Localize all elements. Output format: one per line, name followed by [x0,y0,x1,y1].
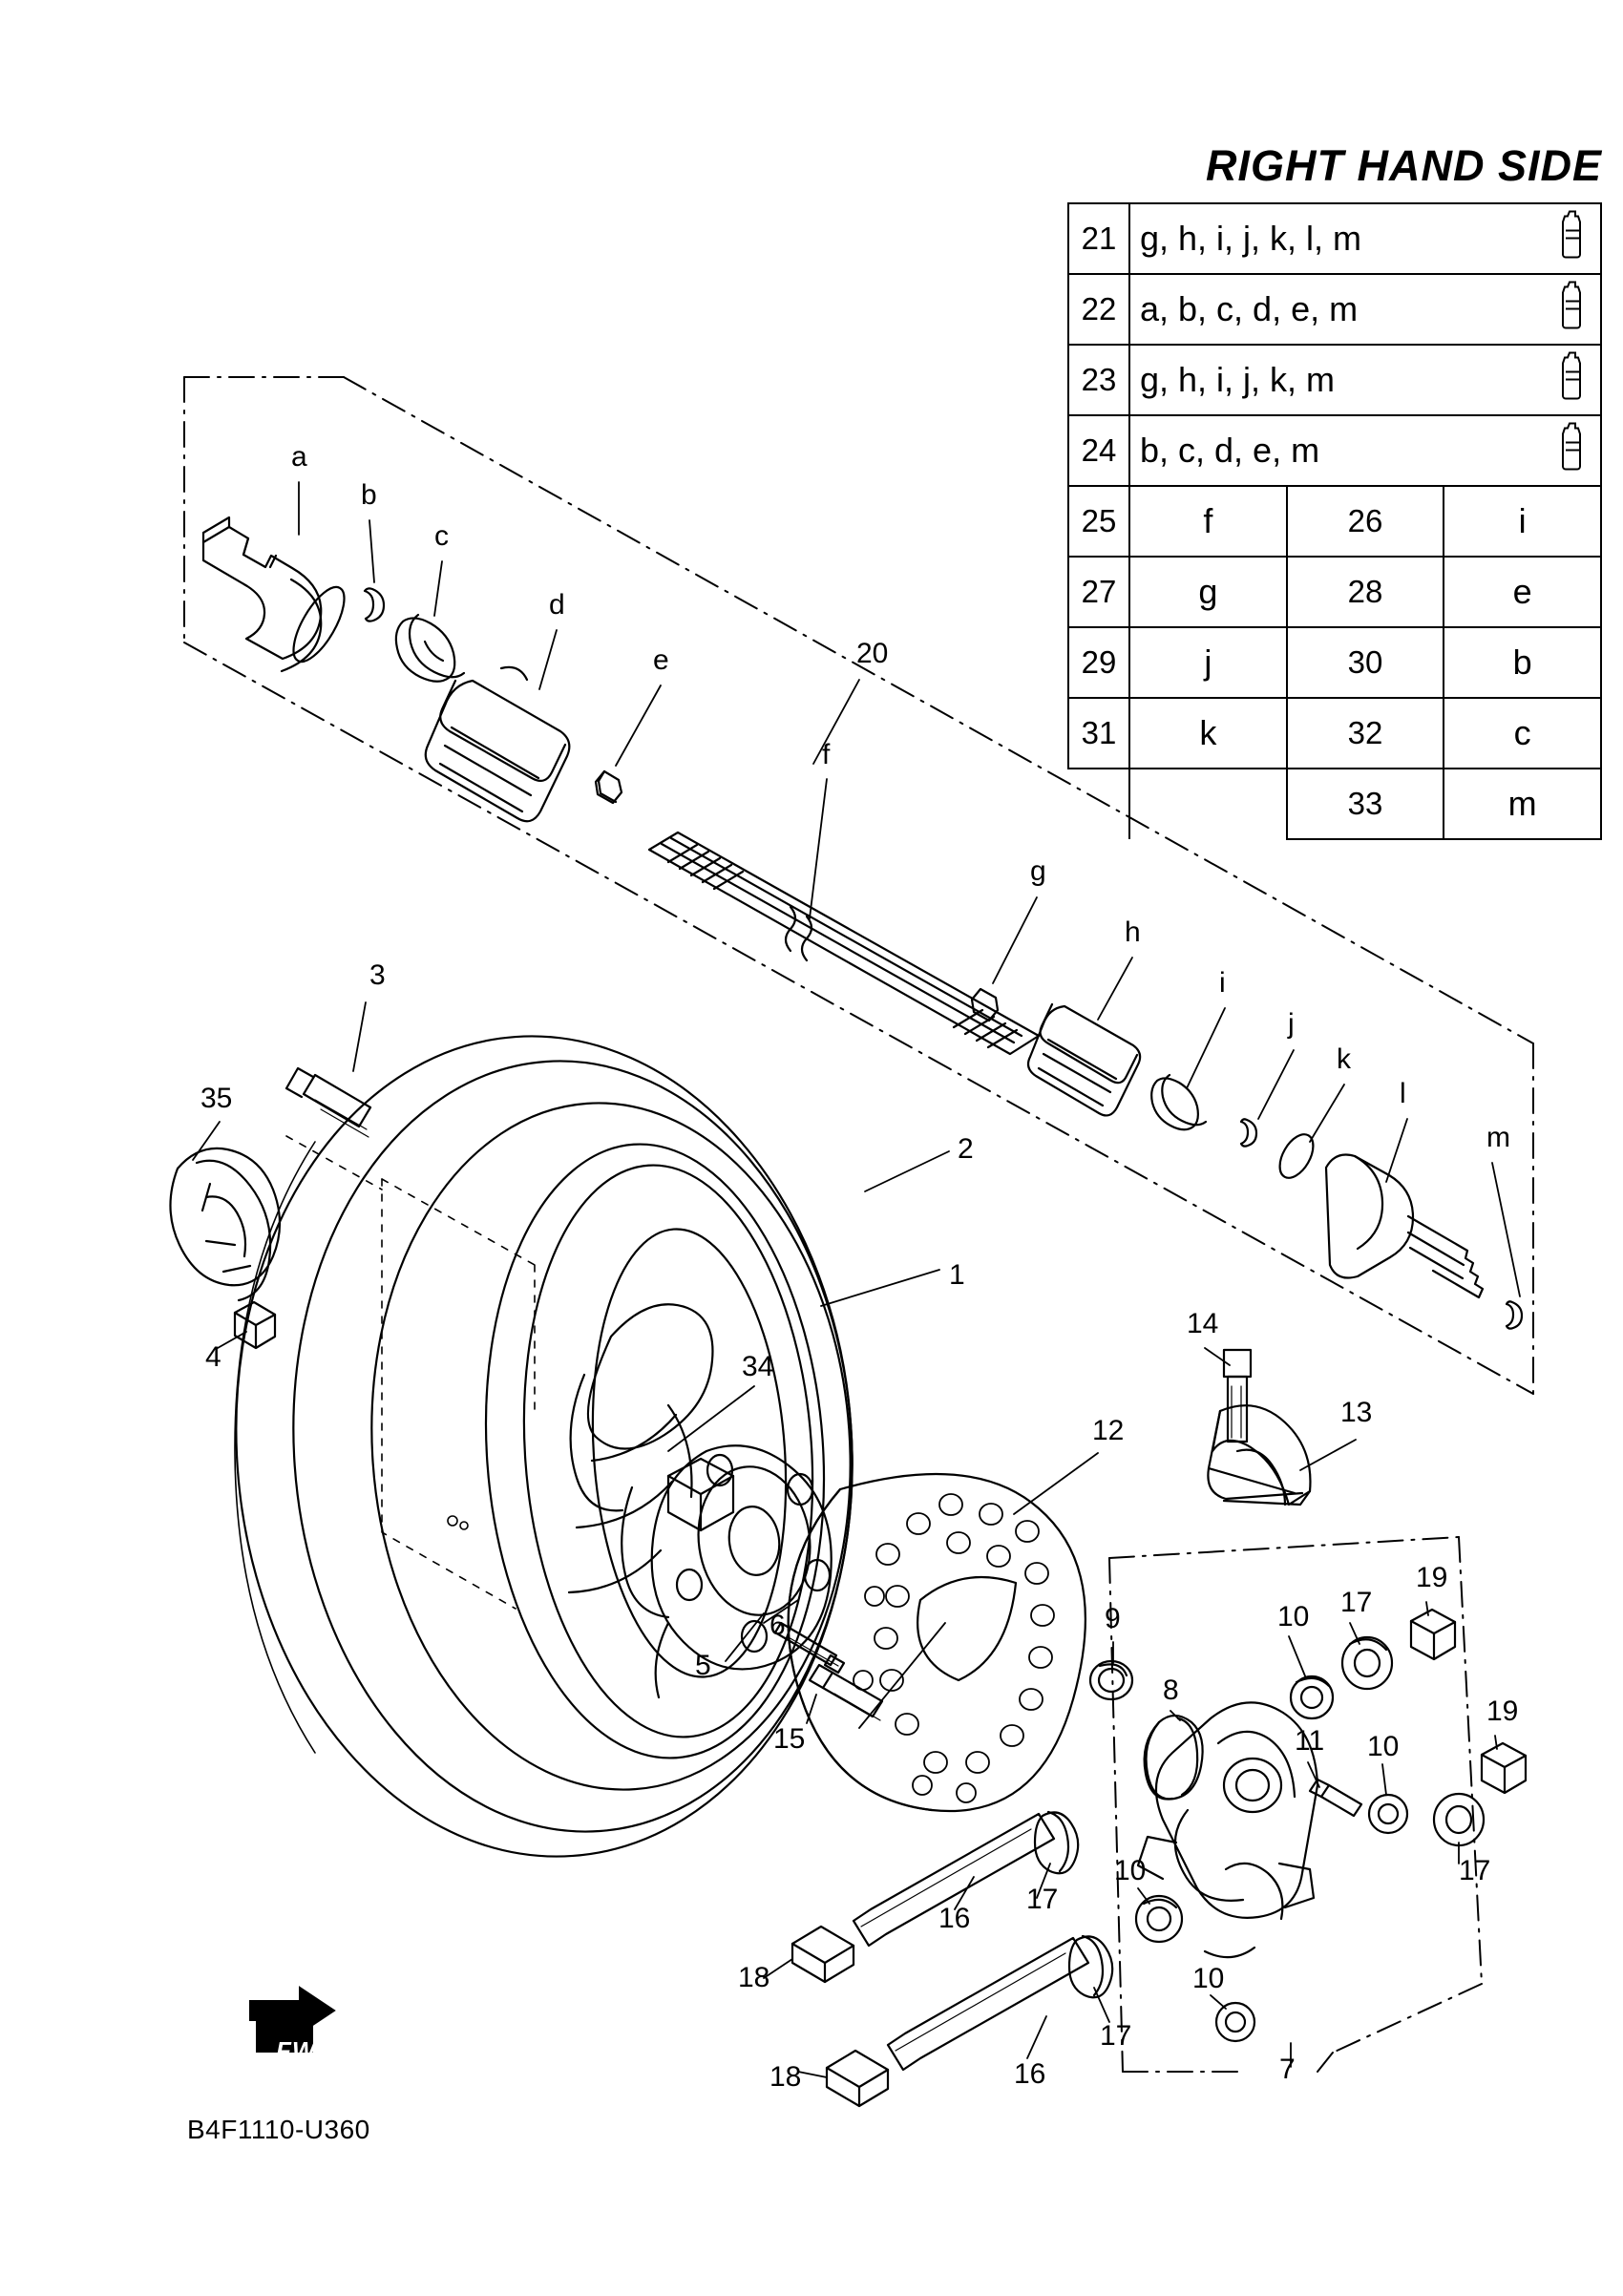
callout-g: g [1030,855,1046,887]
callout-10: 10 [1114,1855,1147,1886]
callout-h: h [1125,916,1141,948]
callout-3: 3 [369,959,386,991]
callout-20: 20 [856,638,889,669]
callout-10: 10 [1367,1731,1400,1762]
legend-row-value: m [1444,769,1601,839]
callout-13: 13 [1340,1397,1373,1428]
legend-row-value: c [1444,698,1601,769]
callout-6: 6 [769,1610,786,1641]
legend-row-value: k [1129,698,1287,769]
legend-row-value: g [1129,557,1287,627]
callout-e: e [653,644,669,676]
callout-5: 5 [695,1650,711,1681]
legend-row-text: b, c, d, e, m [1140,431,1320,470]
legend-row-value: j [1129,627,1287,698]
callout-9: 9 [1105,1603,1121,1634]
legend-row-number: 32 [1287,698,1444,769]
legend-row-number: 33 [1287,769,1444,839]
legend-row-text: g, h, i, j, k, m [1140,360,1336,399]
callout-c: c [434,520,449,552]
callout-2: 2 [958,1133,974,1165]
legend-row-number: 29 [1068,627,1129,698]
callout-34: 34 [742,1351,774,1382]
callout-17: 17 [1340,1587,1373,1618]
legend-row-value: e [1444,557,1601,627]
legend-row-number: 26 [1287,486,1444,557]
legend-row-number: 28 [1287,557,1444,627]
callout-b: b [361,479,377,511]
legend-row-number: 27 [1068,557,1129,627]
legend-row-value: b [1444,627,1601,698]
legend-row-number: 24 [1068,415,1129,486]
callout-17: 17 [1459,1855,1491,1886]
callout-19: 19 [1416,1562,1448,1593]
callout-11: 11 [1295,1725,1325,1757]
callout-18: 18 [738,1962,770,1993]
callout-j: j [1288,1008,1295,1040]
callout-10: 10 [1277,1601,1310,1632]
legend-row-text: g, h, i, j, k, l, m [1140,219,1362,258]
callout-16: 16 [938,1903,971,1934]
legend-row-text: a, b, c, d, e, m [1140,289,1359,328]
callout-16: 16 [1014,2058,1046,2090]
legend-row-number: 22 [1068,274,1129,345]
callout-i: i [1219,967,1226,999]
fwd-marker-label: FWD [276,2036,336,2065]
legend-row-number: 23 [1068,345,1129,415]
legend-row-value: f [1129,486,1287,557]
callout-35: 35 [200,1083,233,1114]
callout-14: 14 [1187,1308,1219,1339]
callout-4: 4 [205,1341,221,1373]
callout-19: 19 [1486,1696,1519,1727]
page-title: RIGHT HAND SIDE [1205,141,1602,190]
callout-10: 10 [1192,1963,1225,1994]
callout-8: 8 [1163,1675,1179,1706]
callout-17: 17 [1026,1884,1059,1915]
callout-12: 12 [1092,1415,1125,1446]
legend-row-value: i [1444,486,1601,557]
callout-1: 1 [949,1259,965,1291]
callout-m: m [1486,1122,1510,1153]
callout-k: k [1337,1043,1351,1075]
drawing-part-number: B4F1110-U360 [187,2115,370,2144]
legend-row-number: 25 [1068,486,1129,557]
legend-row-number: 30 [1287,627,1444,698]
callout-18: 18 [769,2061,802,2093]
callout-f: f [822,739,831,770]
callout-d: d [549,589,565,621]
callout-15: 15 [773,1723,806,1755]
callout-7: 7 [1279,2054,1296,2085]
legend-row-number: 31 [1068,698,1129,769]
legend-row-number: 21 [1068,203,1129,274]
callout-17: 17 [1100,2020,1132,2052]
callout-l: l [1400,1078,1406,1109]
callout-a: a [291,441,307,473]
